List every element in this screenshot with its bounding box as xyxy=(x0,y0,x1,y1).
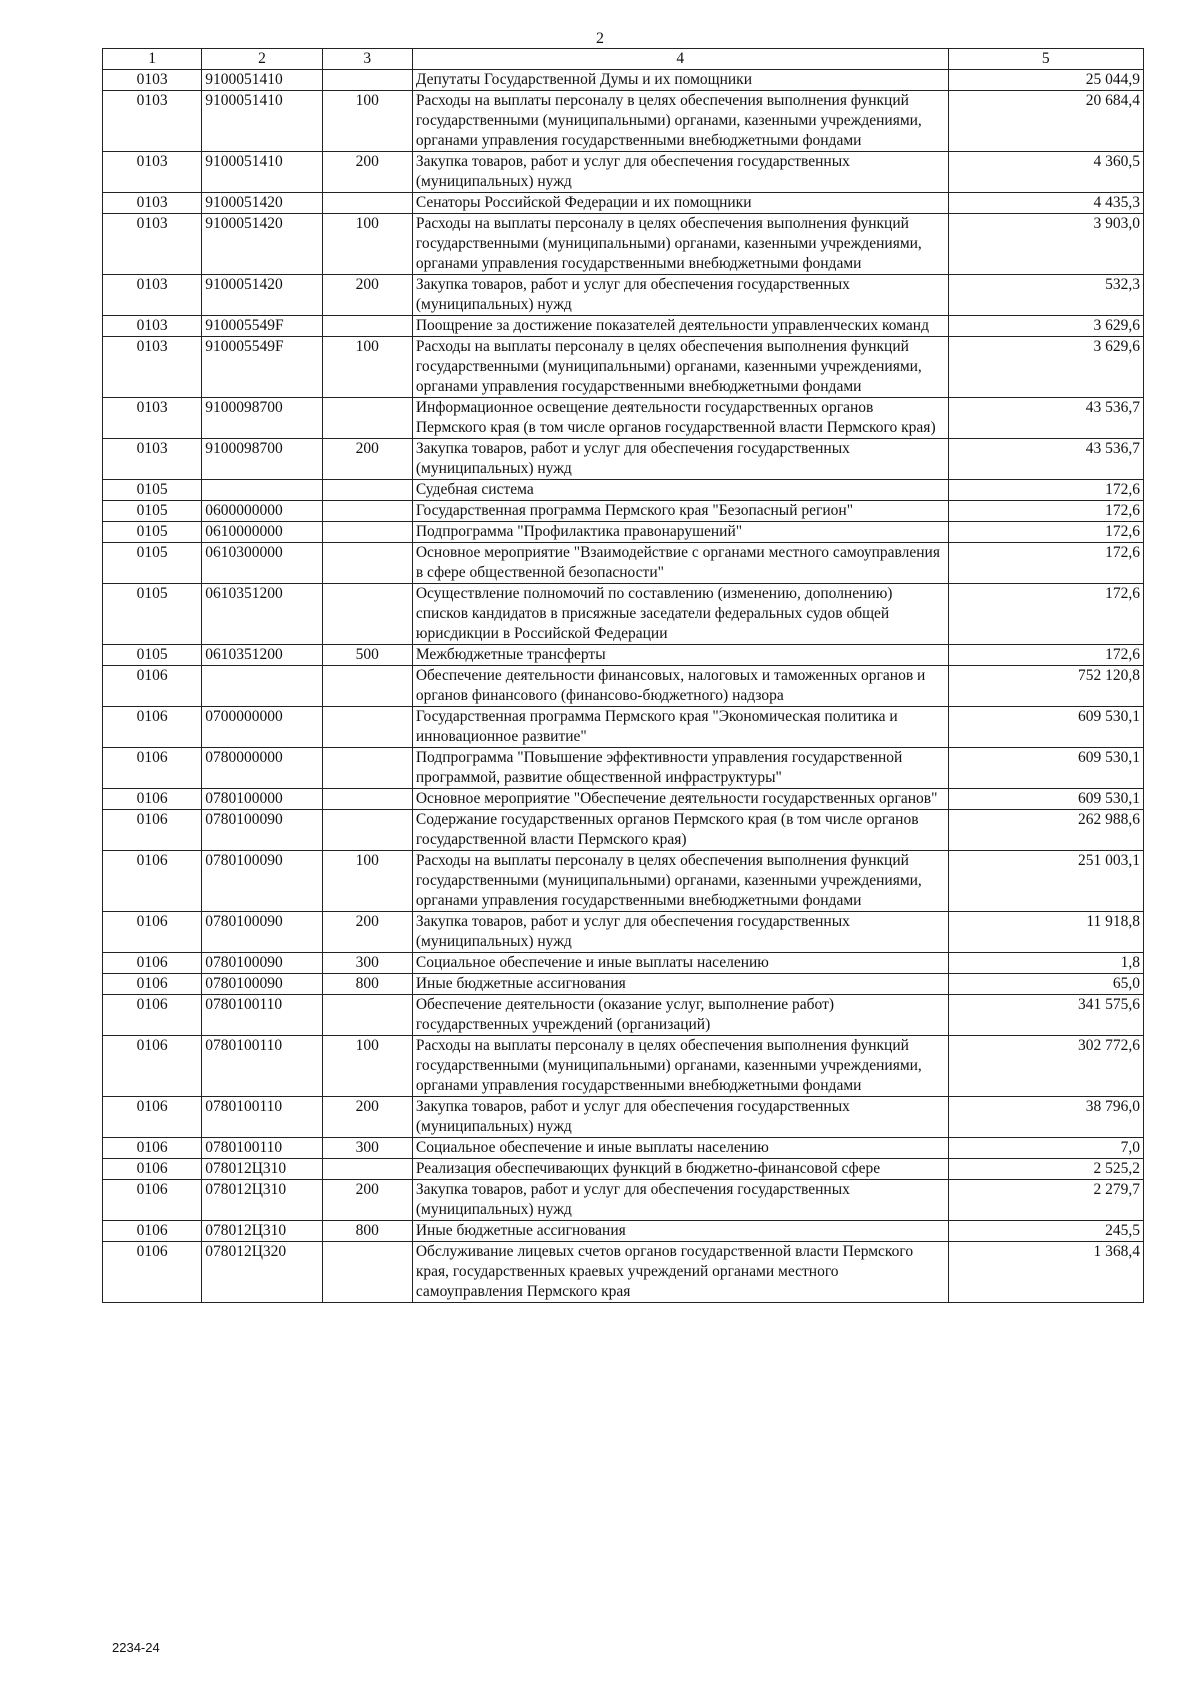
table-row xyxy=(103,912,1144,953)
cell-target-article-code: 0610000000 xyxy=(202,522,323,543)
cell-expense-type-code xyxy=(322,789,412,810)
cell-expense-type-code xyxy=(322,522,412,543)
table-row xyxy=(103,316,1144,337)
cell-amount: 609 530,1 xyxy=(948,748,1143,789)
cell-expense-type-code: 100 xyxy=(322,337,412,398)
cell-expense-type-code xyxy=(322,543,412,584)
cell-target-article-code: 9100098700 xyxy=(202,398,323,439)
table-row xyxy=(103,1242,1144,1303)
cell-amount: 341 575,6 xyxy=(948,995,1143,1036)
cell-target-article-code: 9100098700 xyxy=(202,439,323,480)
cell-amount: 172,6 xyxy=(948,522,1143,543)
cell-target-article-code: 078012Ц310 xyxy=(202,1180,323,1221)
cell-expense-type-code xyxy=(322,1242,412,1303)
cell-target-article-code: 0780100090 xyxy=(202,953,323,974)
cell-expense-type-code xyxy=(322,707,412,748)
cell-item-name: Обеспечение деятельности (оказание услуг, выполнение работ) государственных учреждений (организаций) xyxy=(412,995,948,1036)
cell-item-name: Закупка товаров, работ и услуг для обеспечения государственных (муниципальных) нужд xyxy=(412,152,948,193)
cell-amount: 3 903,0 xyxy=(948,214,1143,275)
cell-item-name: Реализация обеспечивающих функций в бюджетно-финансовой сфере xyxy=(412,1159,948,1180)
cell-amount: 172,6 xyxy=(948,501,1143,522)
cell-section-code: 0103 xyxy=(103,152,202,193)
cell-item-name: Иные бюджетные ассигнования xyxy=(412,1221,948,1242)
cell-section-code: 0105 xyxy=(103,645,202,666)
cell-amount: 172,6 xyxy=(948,645,1143,666)
table-row xyxy=(103,91,1144,152)
cell-section-code: 0106 xyxy=(103,666,202,707)
cell-amount: 172,6 xyxy=(948,584,1143,645)
cell-expense-type-code: 200 xyxy=(322,152,412,193)
cell-amount: 302 772,6 xyxy=(948,1036,1143,1097)
cell-expense-type-code xyxy=(322,748,412,789)
table-row xyxy=(103,522,1144,543)
budget-table xyxy=(102,48,1144,1303)
cell-expense-type-code: 300 xyxy=(322,1138,412,1159)
cell-target-article-code: 078012Ц320 xyxy=(202,1242,323,1303)
cell-section-code: 0106 xyxy=(103,789,202,810)
cell-target-article-code: 0700000000 xyxy=(202,707,323,748)
cell-section-code: 0106 xyxy=(103,810,202,851)
table-row xyxy=(103,193,1144,214)
cell-target-article-code xyxy=(202,666,323,707)
cell-item-name: Сенаторы Российской Федерации и их помощники xyxy=(412,193,948,214)
cell-target-article-code: 0780100110 xyxy=(202,995,323,1036)
cell-amount: 3 629,6 xyxy=(948,316,1143,337)
cell-expense-type-code: 200 xyxy=(322,275,412,316)
cell-target-article-code: 0610351200 xyxy=(202,645,323,666)
table-row xyxy=(103,398,1144,439)
cell-target-article-code: 910005549F xyxy=(202,316,323,337)
cell-section-code: 0106 xyxy=(103,953,202,974)
table-row xyxy=(103,214,1144,275)
cell-expense-type-code xyxy=(322,398,412,439)
table-row xyxy=(103,748,1144,789)
table-row xyxy=(103,1159,1144,1180)
cell-target-article-code: 9100051410 xyxy=(202,91,323,152)
cell-expense-type-code: 800 xyxy=(322,974,412,995)
cell-section-code: 0106 xyxy=(103,1242,202,1303)
cell-amount: 7,0 xyxy=(948,1138,1143,1159)
cell-expense-type-code xyxy=(322,70,412,91)
cell-expense-type-code xyxy=(322,995,412,1036)
cell-expense-type-code xyxy=(322,501,412,522)
table-row xyxy=(103,707,1144,748)
cell-item-name: Судебная система xyxy=(412,480,948,501)
cell-item-name: Расходы на выплаты персоналу в целях обеспечения выполнения функций государственными (муниципальными) органами, казенными учреждениями, органами управления государственными внебюджетными фондами xyxy=(412,1036,948,1097)
cell-item-name: Обеспечение деятельности финансовых, налоговых и таможенных органов и органов финансового (финансово-бюджетного) надзора xyxy=(412,666,948,707)
cell-expense-type-code xyxy=(322,1159,412,1180)
table-row xyxy=(103,995,1144,1036)
cell-item-name: Закупка товаров, работ и услуг для обеспечения государственных (муниципальных) нужд xyxy=(412,275,948,316)
cell-section-code: 0103 xyxy=(103,439,202,480)
cell-amount: 43 536,7 xyxy=(948,398,1143,439)
cell-target-article-code: 9100051410 xyxy=(202,152,323,193)
cell-amount: 4 360,5 xyxy=(948,152,1143,193)
cell-item-name: Осуществление полномочий по составлению (изменению, дополнению) списков кандидатов в присяжные заседатели федеральных судов общей юрисдикции в Российской Федерации xyxy=(412,584,948,645)
cell-amount: 2 525,2 xyxy=(948,1159,1143,1180)
cell-section-code: 0106 xyxy=(103,748,202,789)
table-row xyxy=(103,1221,1144,1242)
cell-section-code: 0106 xyxy=(103,1138,202,1159)
table-row xyxy=(103,480,1144,501)
cell-item-name: Межбюджетные трансферты xyxy=(412,645,948,666)
cell-expense-type-code xyxy=(322,810,412,851)
cell-target-article-code: 0780100090 xyxy=(202,912,323,953)
cell-section-code: 0103 xyxy=(103,70,202,91)
cell-section-code: 0103 xyxy=(103,193,202,214)
cell-amount: 20 684,4 xyxy=(948,91,1143,152)
cell-item-name: Закупка товаров, работ и услуг для обеспечения государственных (муниципальных) нужд xyxy=(412,439,948,480)
cell-amount: 38 796,0 xyxy=(948,1097,1143,1138)
cell-item-name: Основное мероприятие "Взаимодействие с органами местного самоуправления в сфере общественной безопасности" xyxy=(412,543,948,584)
cell-item-name: Расходы на выплаты персоналу в целях обеспечения выполнения функций государственными (муниципальными) органами, казенными учреждениями, органами управления государственными внебюджетными фондами xyxy=(412,851,948,912)
cell-expense-type-code: 100 xyxy=(322,1036,412,1097)
table-row xyxy=(103,439,1144,480)
cell-amount: 262 988,6 xyxy=(948,810,1143,851)
cell-expense-type-code: 200 xyxy=(322,912,412,953)
cell-target-article-code: 0780100110 xyxy=(202,1138,323,1159)
cell-target-article-code: 0610300000 xyxy=(202,543,323,584)
cell-amount: 43 536,7 xyxy=(948,439,1143,480)
cell-section-code: 0103 xyxy=(103,316,202,337)
cell-section-code: 0106 xyxy=(103,1180,202,1221)
cell-target-article-code: 078012Ц310 xyxy=(202,1159,323,1180)
cell-target-article-code: 0600000000 xyxy=(202,501,323,522)
cell-expense-type-code xyxy=(322,480,412,501)
cell-item-name: Расходы на выплаты персоналу в целях обеспечения выполнения функций государственными (муниципальными) органами, казенными учреждениями, органами управления государственными внебюджетными фондами xyxy=(412,337,948,398)
cell-expense-type-code xyxy=(322,584,412,645)
table-row xyxy=(103,1097,1144,1138)
cell-item-name: Содержание государственных органов Пермского края (в том числе органов государственной власти Пермского края) xyxy=(412,810,948,851)
cell-amount: 65,0 xyxy=(948,974,1143,995)
cell-target-article-code: 0780100110 xyxy=(202,1097,323,1138)
column-header-4: 4 xyxy=(412,49,948,70)
cell-amount: 172,6 xyxy=(948,543,1143,584)
cell-target-article-code: 0780100090 xyxy=(202,974,323,995)
table-row xyxy=(103,1138,1144,1159)
table-row xyxy=(103,1036,1144,1097)
table-row xyxy=(103,974,1144,995)
table-body xyxy=(103,70,1144,1303)
cell-section-code: 0106 xyxy=(103,1036,202,1097)
cell-section-code: 0106 xyxy=(103,995,202,1036)
cell-item-name: Государственная программа Пермского края "Экономическая политика и инновационное развитие" xyxy=(412,707,948,748)
cell-target-article-code: 910005549F xyxy=(202,337,323,398)
cell-item-name: Депутаты Государственной Думы и их помощники xyxy=(412,70,948,91)
cell-target-article-code: 0780000000 xyxy=(202,748,323,789)
cell-target-article-code: 9100051420 xyxy=(202,275,323,316)
cell-section-code: 0105 xyxy=(103,501,202,522)
cell-target-article-code: 9100051420 xyxy=(202,193,323,214)
cell-expense-type-code: 800 xyxy=(322,1221,412,1242)
cell-section-code: 0106 xyxy=(103,1097,202,1138)
cell-target-article-code: 078012Ц310 xyxy=(202,1221,323,1242)
cell-item-name: Социальное обеспечение и иные выплаты населению xyxy=(412,953,948,974)
cell-item-name: Поощрение за достижение показателей деятельности управленческих команд xyxy=(412,316,948,337)
cell-section-code: 0105 xyxy=(103,480,202,501)
cell-amount: 1,8 xyxy=(948,953,1143,974)
column-header-2: 2 xyxy=(202,49,323,70)
table-row xyxy=(103,851,1144,912)
cell-amount: 251 003,1 xyxy=(948,851,1143,912)
cell-amount: 609 530,1 xyxy=(948,789,1143,810)
table-row xyxy=(103,70,1144,91)
table-row xyxy=(103,666,1144,707)
cell-item-name: Государственная программа Пермского края "Безопасный регион" xyxy=(412,501,948,522)
cell-item-name: Информационное освещение деятельности государственных органов Пермского края (в том числе органов государственной власти Пермского края) xyxy=(412,398,948,439)
cell-expense-type-code xyxy=(322,193,412,214)
cell-amount: 25 044,9 xyxy=(948,70,1143,91)
cell-expense-type-code: 100 xyxy=(322,91,412,152)
cell-item-name: Основное мероприятие "Обеспечение деятельности государственных органов" xyxy=(412,789,948,810)
cell-amount: 4 435,3 xyxy=(948,193,1143,214)
cell-section-code: 0106 xyxy=(103,1159,202,1180)
table-header-row xyxy=(103,49,1144,70)
page-number: 2 xyxy=(596,30,604,47)
cell-section-code: 0106 xyxy=(103,974,202,995)
cell-expense-type-code: 200 xyxy=(322,1180,412,1221)
cell-expense-type-code: 200 xyxy=(322,1097,412,1138)
cell-target-article-code: 0610351200 xyxy=(202,584,323,645)
table-row xyxy=(103,543,1144,584)
cell-amount: 3 629,6 xyxy=(948,337,1143,398)
table-row xyxy=(103,953,1144,974)
cell-item-name: Социальное обеспечение и иные выплаты населению xyxy=(412,1138,948,1159)
table-row xyxy=(103,584,1144,645)
cell-item-name: Подпрограмма "Профилактика правонарушений" xyxy=(412,522,948,543)
cell-section-code: 0103 xyxy=(103,214,202,275)
cell-item-name: Закупка товаров, работ и услуг для обеспечения государственных (муниципальных) нужд xyxy=(412,912,948,953)
cell-section-code: 0106 xyxy=(103,707,202,748)
cell-amount: 752 120,8 xyxy=(948,666,1143,707)
cell-section-code: 0103 xyxy=(103,91,202,152)
cell-expense-type-code: 100 xyxy=(322,851,412,912)
cell-item-name: Подпрограмма "Повышение эффективности управления государственной программой, развитие общественной инфраструктуры" xyxy=(412,748,948,789)
cell-section-code: 0105 xyxy=(103,543,202,584)
cell-target-article-code xyxy=(202,480,323,501)
cell-section-code: 0106 xyxy=(103,912,202,953)
document-code: 2234-24 xyxy=(112,1640,160,1655)
cell-target-article-code: 0780100090 xyxy=(202,810,323,851)
column-header-5: 5 xyxy=(948,49,1143,70)
cell-section-code: 0103 xyxy=(103,337,202,398)
cell-amount: 1 368,4 xyxy=(948,1242,1143,1303)
table-row xyxy=(103,152,1144,193)
column-header-3: 3 xyxy=(322,49,412,70)
cell-item-name: Расходы на выплаты персоналу в целях обеспечения выполнения функций государственными (муниципальными) органами, казенными учреждениями, органами управления государственными внебюджетными фондами xyxy=(412,214,948,275)
table-row xyxy=(103,337,1144,398)
cell-expense-type-code: 100 xyxy=(322,214,412,275)
cell-amount: 172,6 xyxy=(948,480,1143,501)
cell-amount: 2 279,7 xyxy=(948,1180,1143,1221)
cell-target-article-code: 0780100110 xyxy=(202,1036,323,1097)
table-row xyxy=(103,789,1144,810)
cell-expense-type-code xyxy=(322,666,412,707)
cell-amount: 245,5 xyxy=(948,1221,1143,1242)
cell-amount: 11 918,8 xyxy=(948,912,1143,953)
cell-target-article-code: 0780100090 xyxy=(202,851,323,912)
cell-item-name: Закупка товаров, работ и услуг для обеспечения государственных (муниципальных) нужд xyxy=(412,1097,948,1138)
cell-expense-type-code: 300 xyxy=(322,953,412,974)
cell-target-article-code: 9100051410 xyxy=(202,70,323,91)
cell-section-code: 0103 xyxy=(103,275,202,316)
cell-section-code: 0105 xyxy=(103,584,202,645)
cell-amount: 609 530,1 xyxy=(948,707,1143,748)
table-row xyxy=(103,501,1144,522)
cell-amount: 532,3 xyxy=(948,275,1143,316)
cell-target-article-code: 0780100000 xyxy=(202,789,323,810)
cell-item-name: Расходы на выплаты персоналу в целях обеспечения выполнения функций государственными (муниципальными) органами, казенными учреждениями, органами управления государственными внебюджетными фондами xyxy=(412,91,948,152)
cell-section-code: 0106 xyxy=(103,1221,202,1242)
cell-section-code: 0103 xyxy=(103,398,202,439)
cell-target-article-code: 9100051420 xyxy=(202,214,323,275)
cell-item-name: Обслуживание лицевых счетов органов государственной власти Пермского края, государственных краевых учреждений органами местного самоуправления Пермского края xyxy=(412,1242,948,1303)
table-row xyxy=(103,810,1144,851)
cell-section-code: 0106 xyxy=(103,851,202,912)
table-row xyxy=(103,275,1144,316)
cell-expense-type-code xyxy=(322,316,412,337)
column-header-1: 1 xyxy=(103,49,202,70)
cell-section-code: 0105 xyxy=(103,522,202,543)
cell-expense-type-code: 500 xyxy=(322,645,412,666)
table-row xyxy=(103,645,1144,666)
table-row xyxy=(103,1180,1144,1221)
cell-expense-type-code: 200 xyxy=(322,439,412,480)
cell-item-name: Закупка товаров, работ и услуг для обеспечения государственных (муниципальных) нужд xyxy=(412,1180,948,1221)
cell-item-name: Иные бюджетные ассигнования xyxy=(412,974,948,995)
